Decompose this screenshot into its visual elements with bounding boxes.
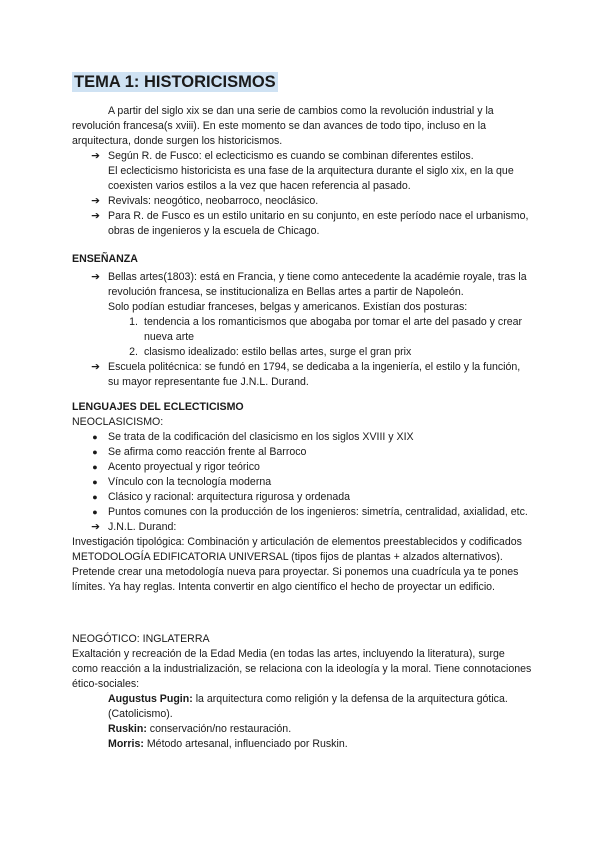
bullet-icon: ● xyxy=(92,507,98,517)
arrow-icon: ➔ xyxy=(91,271,100,283)
intro-section xyxy=(72,104,532,239)
neogotico-section xyxy=(72,632,532,752)
ensenanza-arrow-item-2: ➔ Escuela politécnica: se fundó en 1794, se dedicaba a la ingeniería, el estilo y la función, su mayor representante fue J.N.L. Durand. xyxy=(72,360,532,390)
arrow-icon: ➔ xyxy=(91,195,100,207)
neogotico-item-morris: Morris: Método artesanal, influenciado por Ruskin. xyxy=(108,738,348,750)
ensenanza-heading: ENSEÑANZA xyxy=(72,253,138,265)
neogotico-item-pugin: Augustus Pugin: la arquitectura como religión y la defensa de la arquitectura gótica. (Catolicismo). xyxy=(108,693,508,720)
neoclasicismo-bullet-5: ● Clásico y racional: arquitectura rigurosa y ordenada xyxy=(72,490,532,505)
arrow-icon: ➔ xyxy=(91,210,100,222)
ensenanza-section xyxy=(72,252,532,390)
intro-arrow-item-1: ➔ Según R. de Fusco: el eclecticismo es cuando se combinan diferentes estilos. xyxy=(72,149,532,164)
lenguajes-heading: LENGUAJES DEL ECLECTICISMO xyxy=(72,401,244,413)
neoclasicismo-heading: NEOCLASICISMO: xyxy=(72,416,164,428)
bullet-icon: ● xyxy=(92,447,98,457)
arrow-icon: ➔ xyxy=(91,521,100,533)
arrow-icon: ➔ xyxy=(91,361,100,373)
intro-paragraph-1: A partir del siglo xix se dan una serie de cambios como la revolución industrial y la revolución francesa(s xviii). En este momento se dan avances de todo tipo, incluso en la arquitectura, donde surgen los historicismos. xyxy=(72,105,494,147)
intro-paragraph-2: El eclecticismo historicista es una fase de la arquitectura durante el siglo xix, en la que coexisten varios estilos a la vez que hacen referencia al pasado. xyxy=(108,165,514,192)
neogotico-item-ruskin: Ruskin: conservación/no restauración. xyxy=(108,723,292,735)
bullet-icon: ● xyxy=(92,477,98,487)
intro-arrow-item-2: ➔ Revivals: neogótico, neobarroco, neoclásico. xyxy=(72,194,532,209)
intro-arrow-item-3: ➔ Para R. de Fusco es un estilo unitario en su conjunto, en este período nace el urbanismo, obras de ingenieros y la escuela de Chicago. xyxy=(72,209,532,239)
neoclasicismo-bullet-3: ● Acento proyectual y rigor teórico xyxy=(72,460,532,475)
bullet-icon: ● xyxy=(92,462,98,472)
neoclasicismo-bullet-4: ● Vínculo con la tecnología moderna xyxy=(72,475,532,490)
neoclasicismo-bullet-6: ● Puntos comunes con la producción de los ingenieros: simetría, centralidad, axialidad, etc. xyxy=(72,505,532,520)
page-title: TEMA 1: HISTORICISMOS xyxy=(74,73,276,91)
bullet-icon: ● xyxy=(92,492,98,502)
ensenanza-sub-item-2: 2. clasismo idealizado: estilo bellas artes, surge el gran prix xyxy=(129,346,412,358)
ensenanza-arrow-item-1: ➔ Bellas artes(1803): está en Francia, y tiene como antecedente la académie royale, tras la revolución francesa, se institucionaliza en Bellas artes a partir de Napoleón. Solo podían estudiar franceses, belgas y americanos. Existían dos posturas: xyxy=(72,270,532,315)
ensenanza-sub-item-1: 1. tendencia a los romanticismos que abogaba por tomar el arte del pasado y crear nueva arte xyxy=(129,316,523,343)
durand-arrow-item: ➔ J.N.L. Durand: xyxy=(72,520,532,535)
neoclasicismo-bullet-1: ● Se trata de la codificación del clasicismo en los siglos XVIII y XIX xyxy=(72,430,532,445)
neogotico-paragraph: Exaltación y recreación de la Edad Media (en todas las artes, incluyendo la literatura), surge como reacción a la industrialización, se relaciona con la ideología y la moral. Tiene connotaciones ético-sociales: xyxy=(72,648,532,690)
lenguajes-section xyxy=(72,400,532,595)
neogotico-heading: NEOGÓTICO: INGLATERRA xyxy=(72,633,210,645)
investigacion-paragraph: Investigación tipológica: Combinación y articulación de elementos preestablecidos y codificados METODOLOGÍA EDIFICATORIA UNIVERSAL (tipos fijos de plantas + alzados alternativos). Pretende crear una metodología nueva para proyectar. Si ponemos una cuadrícula ya te pones límites. Ya hay reglas. Intenta convertir en algo científico el hecho de proyectar un edificio. xyxy=(72,536,522,593)
bullet-icon: ● xyxy=(92,432,98,442)
arrow-icon: ➔ xyxy=(91,150,100,162)
neoclasicismo-bullet-2: ● Se afirma como reacción frente al Barroco xyxy=(72,445,532,460)
